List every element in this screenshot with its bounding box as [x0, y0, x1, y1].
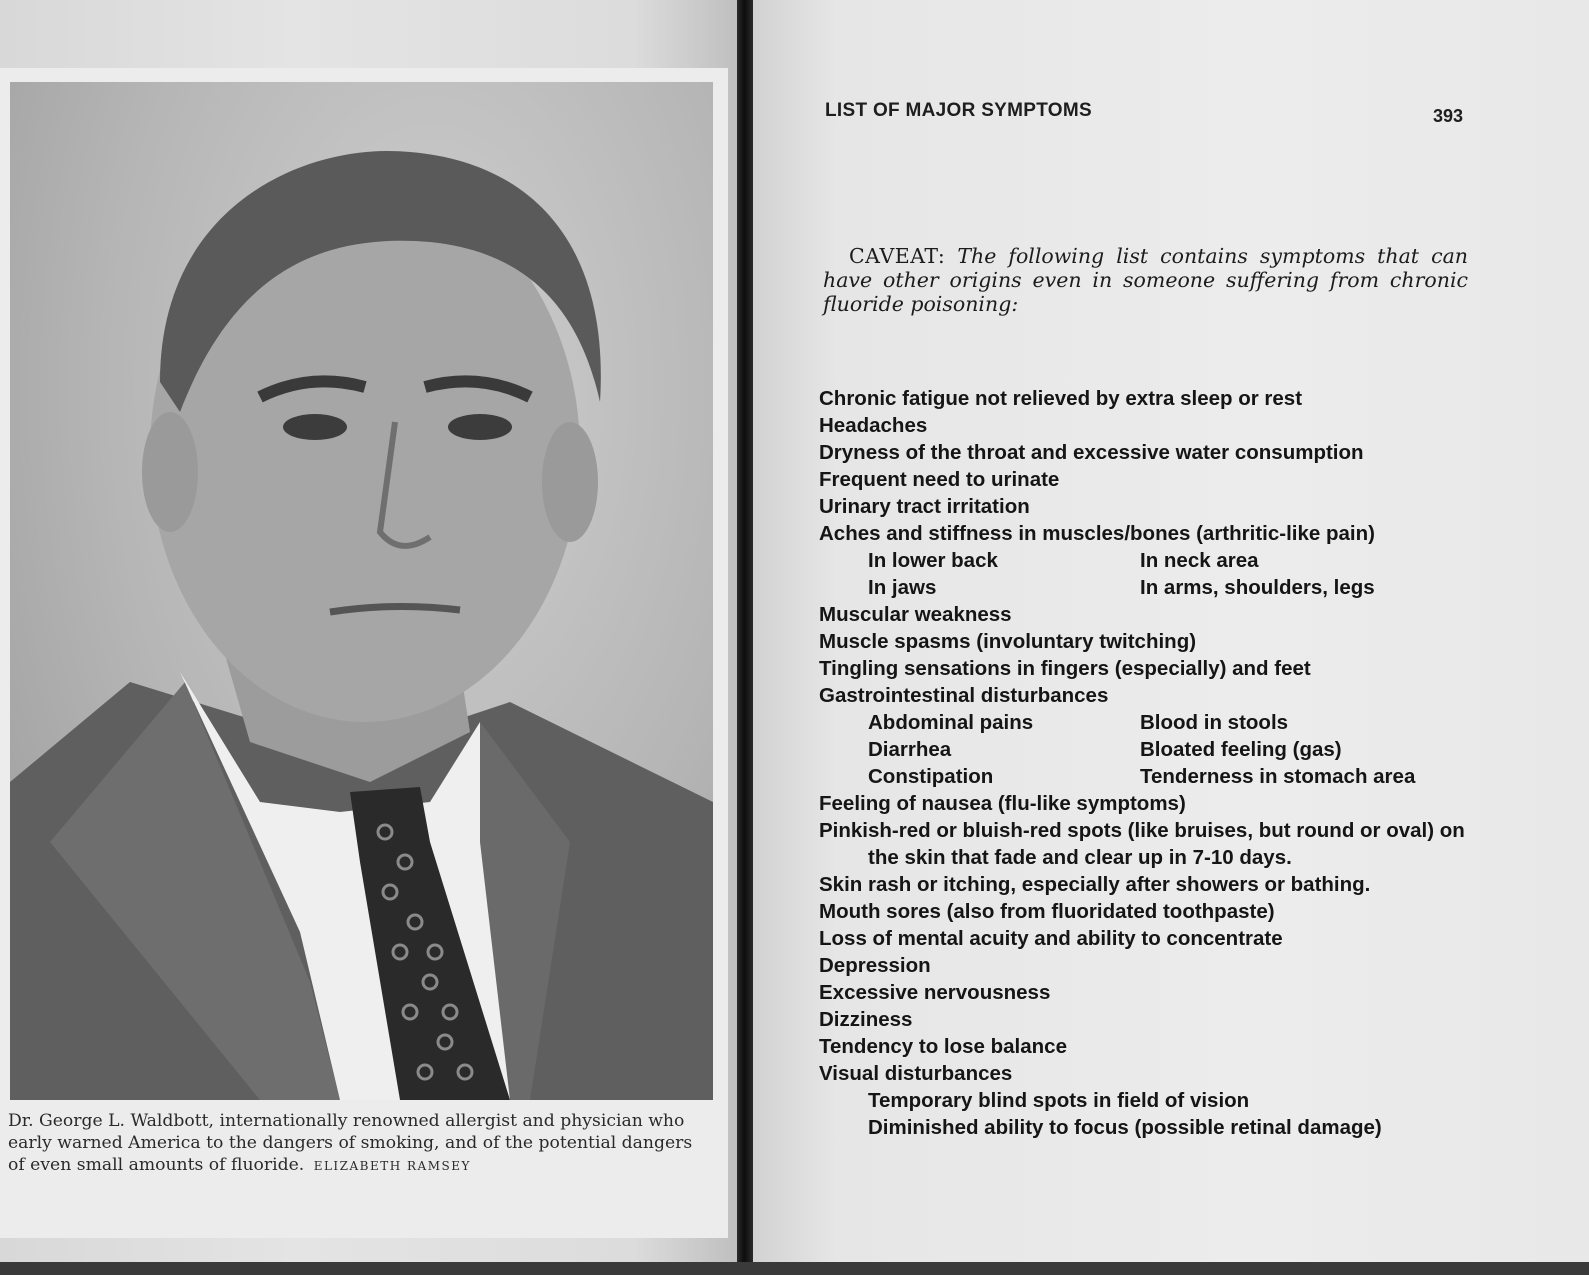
sub-item: Temporary blind spots in field of vision: [868, 1089, 1250, 1112]
symptom-item: Urinary tract irritation: [819, 495, 1030, 518]
symptom-item: Dryness of the throat and excessive water consumption: [819, 441, 1364, 464]
caveat-paragraph: [823, 244, 1468, 316]
caveat-label: CAVEAT:: [849, 244, 946, 268]
symptom-list: [819, 385, 1499, 1141]
caption-text: Dr. George L. Waldbott, internationally renowned allergist and physician who early warned America to the dangers of smoking, and of the potential dangers of even small amounts of fluoride.: [8, 1111, 693, 1175]
symptom-item: Mouth sores (also from fluoridated toothpaste): [819, 900, 1275, 923]
symptom-subgroup: [819, 1087, 1499, 1141]
symptom-item: Muscular weakness: [819, 603, 1012, 626]
sub-item: In arms, shoulders, legs: [1140, 576, 1375, 599]
portrait-photo: [10, 82, 713, 1100]
symptom-item-continuation: the skin that fade and clear up in 7-10 days.: [868, 846, 1292, 869]
photo-credit: ELIZABETH RAMSEY: [313, 1159, 471, 1173]
symptom-item: Headaches: [819, 414, 928, 437]
sub-item: In neck area: [1140, 549, 1259, 572]
symptom-item: Muscle spasms (involuntary twitching): [819, 630, 1197, 653]
page-number: 393: [1433, 106, 1464, 126]
symptom-subgroup: [819, 547, 1499, 601]
symptom-item: Gastrointestinal disturbances: [819, 684, 1109, 707]
book-spine: [737, 0, 753, 1262]
portrait-illustration: [10, 82, 713, 1100]
symptom-item: Loss of mental acuity and ability to concentrate: [819, 927, 1283, 950]
sub-item: Diminished ability to focus (possible retinal damage): [868, 1116, 1382, 1139]
symptom-item: Feeling of nausea (flu-like symptoms): [819, 792, 1186, 815]
sub-item: Abdominal pains: [868, 711, 1034, 734]
sub-item: Bloated feeling (gas): [1140, 738, 1342, 761]
symptom-item: Skin rash or itching, especially after showers or bathing.: [819, 873, 1371, 896]
caveat-text: The following list contains symptoms that can have other origins even in someone suffering from chronic fluoride poisoning:: [823, 244, 1468, 316]
symptom-item: Excessive nervousness: [819, 981, 1051, 1004]
sub-item: Constipation: [868, 765, 994, 788]
left-page: [0, 0, 745, 1262]
sub-item: Tenderness in stomach area: [1140, 765, 1416, 788]
sub-item: Diarrhea: [868, 738, 952, 761]
symptom-item: Tendency to lose balance: [819, 1035, 1067, 1058]
symptom-item: Visual disturbances: [819, 1062, 1013, 1085]
sub-item: Blood in stools: [1140, 711, 1289, 734]
symptom-item: Chronic fatigue not relieved by extra sleep or rest: [819, 387, 1303, 410]
symptom-item: Dizziness: [819, 1008, 913, 1031]
photo-caption: [8, 1110, 708, 1177]
symptom-item: Tingling sensations in fingers (especially) and feet: [819, 657, 1311, 680]
sub-item: In lower back: [868, 549, 998, 572]
sub-item: In jaws: [868, 576, 937, 599]
symptom-item: Pinkish-red or bluish-red spots (like bruises, but round or oval) on: [819, 819, 1465, 842]
running-head: LIST OF MAJOR SYMPTOMS: [825, 100, 1092, 121]
symptom-item: Frequent need to urinate: [819, 468, 1060, 491]
symptom-item: Depression: [819, 954, 931, 977]
symptom-subgroup: [819, 709, 1499, 790]
symptom-item: Aches and stiffness in muscles/bones (arthritic-like pain): [819, 522, 1375, 545]
right-page: [753, 0, 1589, 1262]
